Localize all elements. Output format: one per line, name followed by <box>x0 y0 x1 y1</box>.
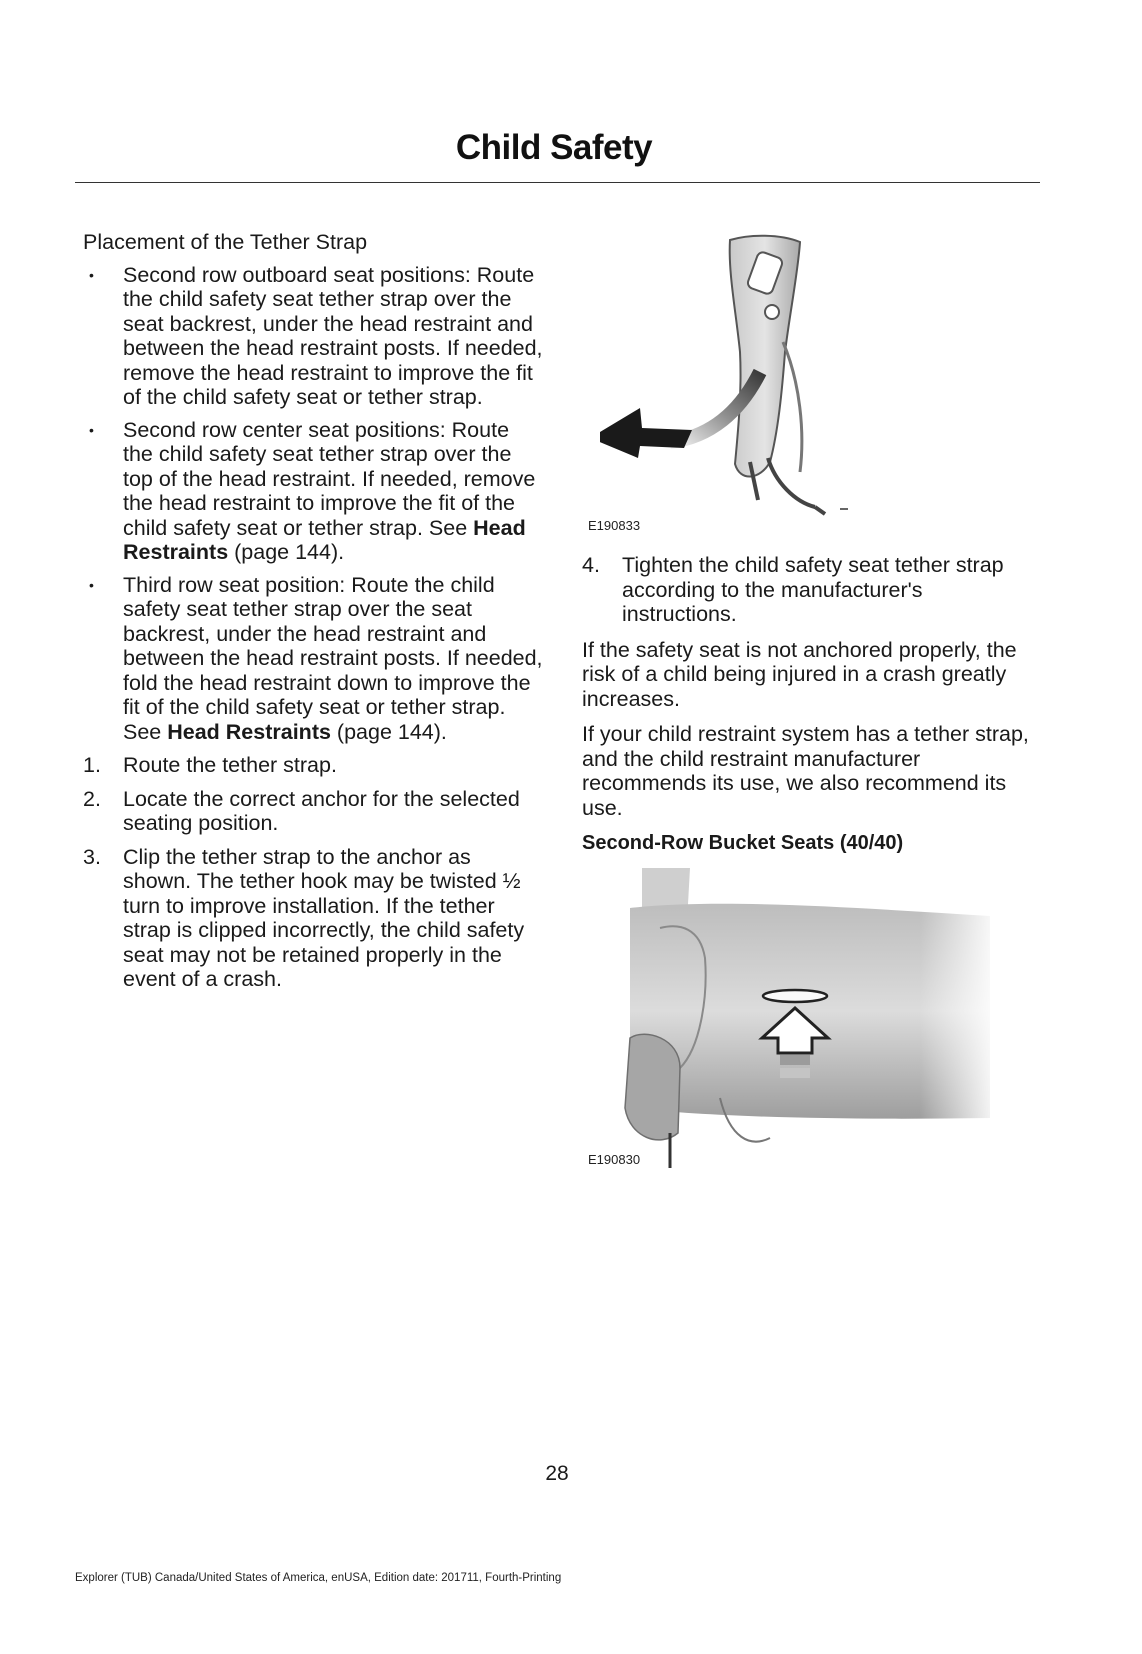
section-heading: Second-Row Bucket Seats (40/40) <box>582 832 904 854</box>
step-1 <box>83 753 543 778</box>
figure-code-top: E190833 <box>588 518 641 533</box>
step-4 <box>582 553 1042 627</box>
page-reference: (page 144). <box>228 540 345 564</box>
bullet-marker: • <box>89 266 94 283</box>
step-number: 4. <box>582 553 600 577</box>
step-text: Tighten the child safety seat tether strap according to the manufacturer's instructions. <box>622 553 1004 626</box>
tether-placement-intro: Placement of the Tether Strap <box>83 230 368 254</box>
right-column <box>582 553 1042 856</box>
page-number: 28 <box>545 1462 569 1485</box>
bullet-marker: • <box>89 421 94 438</box>
anchor-warning-paragraph: If the safety seat is not anchored properly, the risk of a child being injured in a crash greatly increases. <box>582 637 1017 711</box>
bullet-marker: • <box>89 576 94 593</box>
page-title: Child Safety <box>455 128 653 167</box>
step-text: Clip the tether strap to the anchor as shown. The tether hook may be twisted ½ turn to improve installation. If the tether strap is clipped incorrectly, the child safety seat may not be retained properly in the event of a crash. <box>123 844 525 991</box>
step-3 <box>83 845 543 992</box>
step-number: 3. <box>83 844 101 869</box>
step-number: 1. <box>83 753 101 777</box>
step-text: Route the tether strap. <box>123 753 337 777</box>
bullet-item-center <box>83 418 543 565</box>
head-restraints-link[interactable]: Head Restraints <box>123 515 526 564</box>
bullet-item-third-row <box>83 573 543 745</box>
bucket-seat-anchor-illustration <box>600 868 1000 1168</box>
step-text: Locate the correct anchor for the selected seating position. <box>123 786 520 835</box>
step-2 <box>83 787 543 836</box>
bullet-text: Second row center seat positions: Route the child safety seat tether strap over the top of the head restraint. If needed, remove the head restraint to improve the fit of the child safety seat or tether strap. See <box>123 417 536 540</box>
head-restraints-link[interactable]: Head Restraints <box>167 719 331 744</box>
tether-recommendation-paragraph: If your child restraint system has a tether strap, and the child restraint manufacturer recommends its use, we also recommend its use. <box>582 722 1029 820</box>
title-divider <box>75 182 1040 183</box>
bullet-item-outboard <box>83 263 543 410</box>
tether-hook-illustration <box>600 232 900 522</box>
footer-edition-info: Explorer (TUB) Canada/United States of America, enUSA, Edition date: 201711, Fourth-Printing <box>75 1572 562 1584</box>
bullet-text: Third row seat position: Route the child safety seat tether strap over the seat backrest, under the head restraint and between the head restraint posts. If needed, fold the head restraint down to improve the fit of the child safety seat or tether strap. See <box>123 572 543 744</box>
step-number: 2. <box>83 786 101 811</box>
bullet-text: Second row outboard seat positions: Route the child safety seat tether strap over the seat backrest, under the head restraint and between the head restraint posts. If needed, remove the head restraint to improve the fit of the child safety seat or tether strap. <box>123 262 543 409</box>
figure-code-bottom: E190830 <box>588 1152 641 1167</box>
page-reference: (page 144). <box>330 719 447 744</box>
left-column <box>83 230 543 992</box>
